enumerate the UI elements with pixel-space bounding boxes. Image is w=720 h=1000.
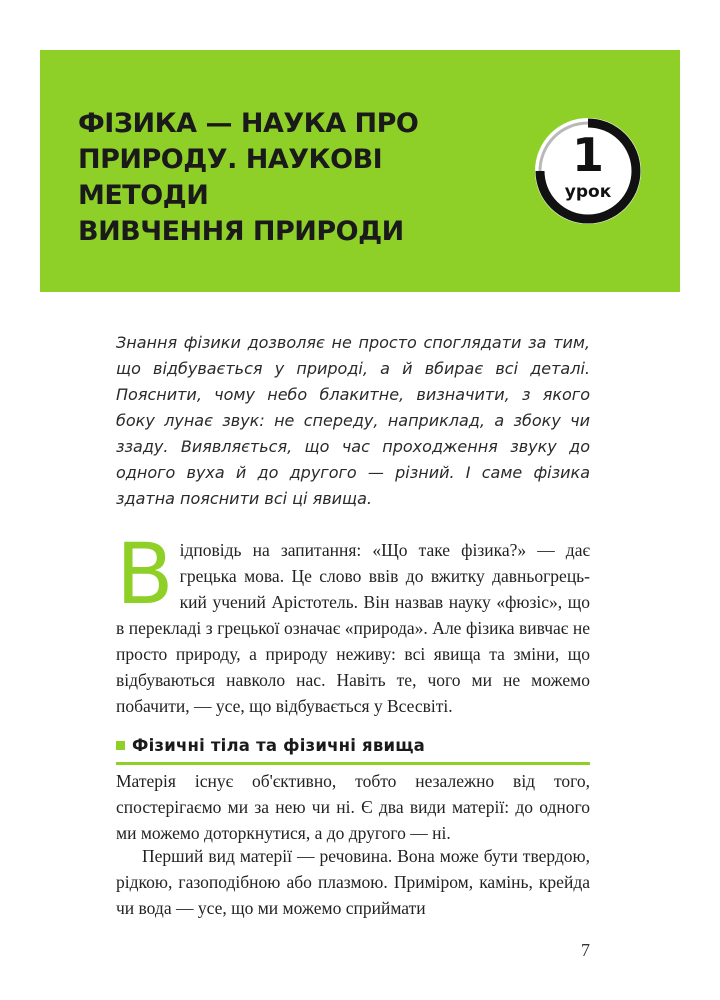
section-title: Фізичні тіла та фізичні явища [132, 736, 425, 755]
lesson-label: урок [564, 182, 612, 202]
lesson-title-line-3: ВИВЧЕННЯ ПРИРОДИ [78, 216, 404, 247]
body-paragraph-1 [116, 525, 590, 719]
lesson-title [78, 106, 498, 250]
body-paragraph-3: Перший вид матерії — речовина. Вона може бути твердою, рідкою, газоподібною або плазмою. Приміром, камінь, крейда чи вода — усе, що ми можемо сприймати [116, 846, 590, 918]
page-number: 7 [581, 940, 590, 960]
section-heading [116, 732, 590, 765]
body-paragraph-1-text: ідповідь на запитання: «Що таке фізика?» — дає грецька мова. Це слово ввів до вжитку давньогрець-кий учений Арістотель. Він назвав науку «фюзіс», що в перекладі з грецької означає «природа». Але фізика вивчає не просто природу, а природу неживу: всі явища та зміни, що відбуваються навколо нас. Навіть те, чого ми не можемо побачити, — усе, що відбувається у Всесвіті. [116, 540, 590, 716]
lesson-badge [535, 118, 641, 224]
lesson-number: 1 [571, 128, 604, 182]
drop-cap: В [116, 525, 174, 623]
section-bullet-icon [116, 741, 125, 750]
body-paragraph-2: Матерія існує об'єктивно, тобто незалежно від того, спостерігаємо ми за нею чи ні. Є два види матерії: до одного ми можемо доторкнутися, а до другого — ні. [116, 771, 590, 843]
lesson-title-line-1: ФІЗИКА — НАУКА ПРО [78, 108, 419, 139]
intro-paragraph: Знання фізики дозволяє не просто споглядати за тим, що відбувається у природі, а й вбирає всі деталі. Пояснити, чому небо блакитне, визначити, з якого боку лунає звук: не спереду, наприклад, а збоку чи ззаду. Виявляється, що час проходження звуку до одного вуха й до другого — різний. І саме фізика здатна пояснити всі ці явища. [116, 333, 590, 508]
lesson-title-line-2: ПРИРОДУ. НАУКОВІ МЕТОДИ [78, 144, 383, 211]
